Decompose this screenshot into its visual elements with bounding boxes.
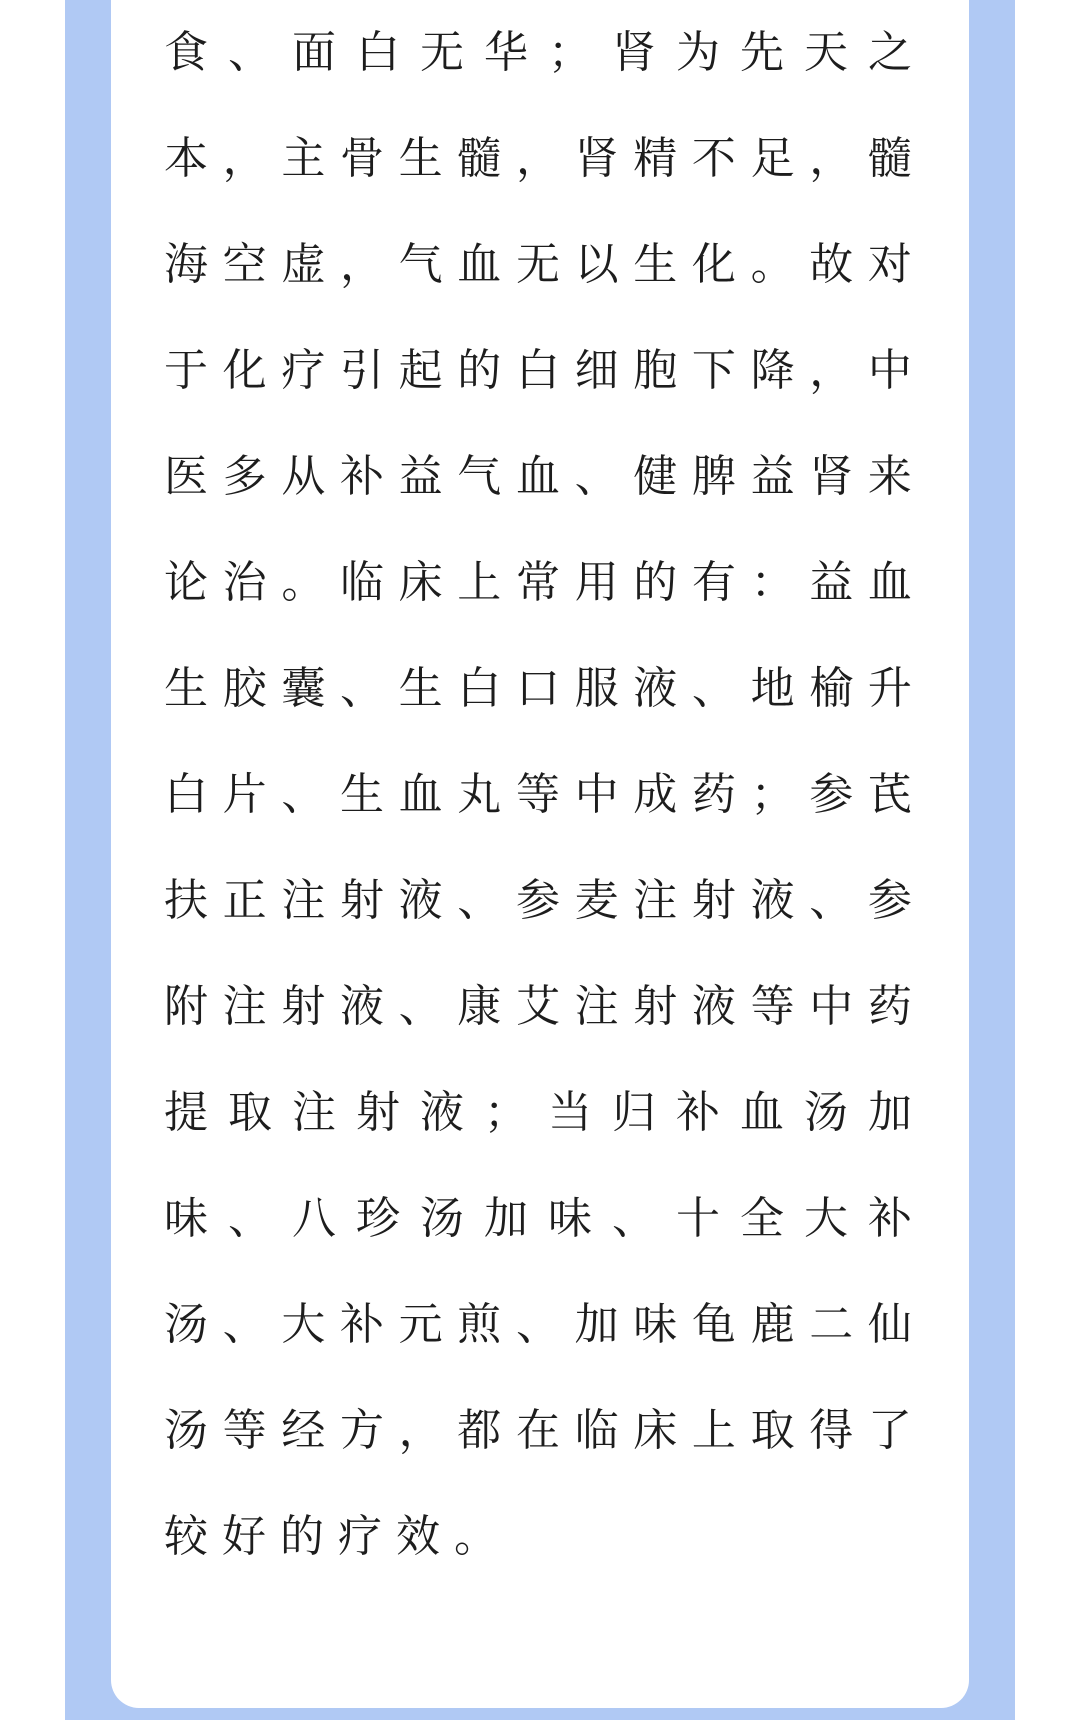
text-char: 注 (281, 875, 326, 926)
text-char: 天 (804, 27, 848, 78)
text-char: 胶 (222, 663, 267, 714)
text-char: 血 (457, 239, 502, 290)
text-char: 取 (750, 1405, 795, 1456)
text-char: 从 (281, 451, 326, 502)
text-char: 补 (676, 1087, 720, 1138)
text-char: 白 (356, 27, 400, 78)
text-char: 取 (228, 1087, 272, 1138)
text-char: 射 (356, 1087, 400, 1138)
text-char: 化 (222, 345, 267, 396)
text-char: 升 (867, 663, 912, 714)
text-char: 珍 (356, 1193, 400, 1244)
text-char: 当 (548, 1087, 592, 1138)
text-char: ， (222, 133, 267, 184)
text-char: 本 (164, 133, 208, 184)
text-char: 丸 (457, 769, 502, 820)
text-char: 参 (515, 875, 560, 926)
text-char: ： (750, 557, 795, 608)
text-char: 气 (398, 239, 443, 290)
text-line (164, 1272, 912, 1378)
text-char: 食 (164, 27, 208, 78)
text-line (164, 1060, 912, 1166)
text-char: 芪 (867, 769, 912, 820)
text-char: 空 (222, 239, 267, 290)
text-line (164, 318, 912, 424)
text-char: 归 (612, 1087, 656, 1138)
text-char: 以 (574, 239, 619, 290)
text-char: 附 (164, 981, 208, 1032)
text-char: 、 (809, 875, 854, 926)
text-char: 注 (633, 875, 678, 926)
text-char: 有 (691, 557, 736, 608)
text-char: 射 (633, 981, 678, 1032)
text-char: 血 (398, 769, 443, 820)
text-char: ， (398, 1405, 443, 1456)
text-line (164, 636, 912, 742)
text-char: 等 (515, 769, 560, 820)
text-char: 、 (612, 1193, 656, 1244)
text-char: 血 (515, 451, 560, 502)
text-char: 脾 (691, 451, 736, 502)
article-body (164, 0, 912, 1590)
text-char: 药 (867, 981, 912, 1032)
text-char: 白 (515, 345, 560, 396)
text-char: 血 (740, 1087, 784, 1138)
text-char: 疗 (281, 345, 326, 396)
text-char: 八 (292, 1193, 336, 1244)
text-char: 大 (281, 1299, 326, 1350)
text-char: 、 (281, 769, 326, 820)
text-char: 、 (574, 451, 619, 502)
text-char: 血 (867, 557, 912, 608)
text-char: 治 (222, 557, 267, 608)
text-char: 论 (164, 557, 208, 608)
text-char: 的 (280, 1511, 324, 1562)
text-char: 康 (457, 981, 502, 1032)
text-char: ， (339, 239, 384, 290)
text-char: 临 (574, 1405, 619, 1456)
text-char: 液 (420, 1087, 464, 1138)
text-char: 降 (750, 345, 795, 396)
text-char: 液 (691, 981, 736, 1032)
text-char: 引 (339, 345, 384, 396)
text-char: 海 (164, 239, 208, 290)
text-char: 注 (292, 1087, 336, 1138)
text-char: 、 (398, 981, 443, 1032)
text-char: 、 (339, 663, 384, 714)
text-char: 元 (398, 1299, 443, 1350)
text-char: ， (515, 133, 560, 184)
text-char: 榆 (809, 663, 854, 714)
text-char: 成 (633, 769, 678, 820)
text-char: 无 (420, 27, 464, 78)
text-char: 华 (484, 27, 528, 78)
text-char: 下 (691, 345, 736, 396)
text-char: 之 (868, 27, 912, 78)
text-char: 等 (750, 981, 795, 1032)
text-char: 、 (222, 1299, 267, 1350)
text-char: 气 (457, 451, 502, 502)
text-char: 精 (633, 133, 678, 184)
text-char: 虚 (281, 239, 326, 290)
text-char: 故 (809, 239, 854, 290)
text-char: 煎 (457, 1299, 502, 1350)
text-char: 骨 (339, 133, 384, 184)
text-char: 生 (398, 663, 443, 714)
text-char: 在 (515, 1405, 560, 1456)
text-char: 汤 (420, 1193, 464, 1244)
text-char: 生 (633, 239, 678, 290)
text-char: 多 (222, 451, 267, 502)
text-char: 得 (809, 1405, 854, 1456)
text-char: 药 (691, 769, 736, 820)
text-char: 生 (339, 769, 384, 820)
text-char: 加 (868, 1087, 912, 1138)
text-char: 益 (809, 557, 854, 608)
text-char: 益 (398, 451, 443, 502)
text-char: 都 (457, 1405, 502, 1456)
text-char: 龟 (691, 1299, 736, 1350)
text-char: 髓 (457, 133, 502, 184)
text-char: 益 (750, 451, 795, 502)
text-char: 全 (740, 1193, 784, 1244)
text-char: 胞 (633, 345, 678, 396)
text-char: 囊 (281, 663, 326, 714)
text-char: 。 (281, 557, 326, 608)
text-char: 片 (222, 769, 267, 820)
text-char: 为 (676, 27, 720, 78)
text-char: 、 (228, 1193, 272, 1244)
text-char: 对 (867, 239, 912, 290)
text-char: ； (548, 27, 592, 78)
text-char: 味 (164, 1193, 208, 1244)
text-char: 。 (454, 1511, 498, 1562)
text-char: 加 (574, 1299, 619, 1350)
text-char: 。 (750, 239, 795, 290)
text-char: 疗 (338, 1511, 382, 1562)
text-char: ， (809, 345, 854, 396)
text-char: 味 (548, 1193, 592, 1244)
text-char: 、 (457, 875, 502, 926)
text-char: 效 (396, 1511, 440, 1562)
text-char: 参 (867, 875, 912, 926)
text-char: 健 (633, 451, 678, 502)
text-char: ， (809, 133, 854, 184)
text-char: ； (750, 769, 795, 820)
text-line (164, 742, 912, 848)
text-char: 扶 (164, 875, 208, 926)
text-char: 肾 (809, 451, 854, 502)
text-char: 好 (222, 1511, 266, 1562)
text-char: 液 (339, 981, 384, 1032)
text-char: 用 (574, 557, 619, 608)
text-line (164, 1378, 912, 1484)
text-char: 、 (691, 663, 736, 714)
text-line (164, 212, 912, 318)
text-char: 不 (691, 133, 736, 184)
text-char: 液 (633, 663, 678, 714)
text-char: 中 (809, 981, 854, 1032)
text-char: 十 (676, 1193, 720, 1244)
text-char: 提 (164, 1087, 208, 1138)
text-char: 味 (633, 1299, 678, 1350)
text-char: 髓 (867, 133, 912, 184)
text-char: 中 (574, 769, 619, 820)
text-char: 面 (292, 27, 336, 78)
text-char: 仙 (867, 1299, 912, 1350)
text-char: 口 (515, 663, 560, 714)
text-char: 起 (398, 345, 443, 396)
text-char: 注 (574, 981, 619, 1032)
text-line (164, 424, 912, 530)
text-char: 的 (633, 557, 678, 608)
text-line (164, 106, 912, 212)
text-char: 中 (867, 345, 912, 396)
text-char: 艾 (515, 981, 560, 1032)
text-char: 足 (750, 133, 795, 184)
text-char: 肾 (612, 27, 656, 78)
text-char: 补 (339, 451, 384, 502)
text-char: 白 (164, 769, 208, 820)
text-char: 方 (339, 1405, 384, 1456)
text-char: 射 (281, 981, 326, 1032)
text-char: 等 (222, 1405, 267, 1456)
text-char: 无 (515, 239, 560, 290)
text-char: 上 (691, 1405, 736, 1456)
text-char: 注 (222, 981, 267, 1032)
text-char: 化 (691, 239, 736, 290)
text-char: 麦 (574, 875, 619, 926)
text-char: 服 (574, 663, 619, 714)
text-char: 地 (750, 663, 795, 714)
text-line (164, 0, 912, 106)
text-char: 了 (867, 1405, 912, 1456)
text-char: 射 (691, 875, 736, 926)
text-char: 大 (804, 1193, 848, 1244)
text-char: 肾 (574, 133, 619, 184)
text-char: 参 (809, 769, 854, 820)
text-char: 汤 (164, 1405, 208, 1456)
text-char: 二 (809, 1299, 854, 1350)
text-char: 常 (515, 557, 560, 608)
text-line (164, 530, 912, 636)
text-char: 较 (164, 1511, 208, 1562)
text-char: 补 (339, 1299, 384, 1350)
text-char: 经 (281, 1405, 326, 1456)
text-char: 床 (633, 1405, 678, 1456)
text-char: 、 (228, 27, 272, 78)
text-char: 汤 (164, 1299, 208, 1350)
text-char: 细 (574, 345, 619, 396)
text-char: 正 (222, 875, 267, 926)
text-char: 白 (457, 663, 502, 714)
text-char: 来 (867, 451, 912, 502)
text-line (164, 954, 912, 1060)
text-char: 床 (398, 557, 443, 608)
text-char: 液 (398, 875, 443, 926)
text-char: 、 (515, 1299, 560, 1350)
text-char: 鹿 (750, 1299, 795, 1350)
text-char: 临 (339, 557, 384, 608)
text-char: 生 (398, 133, 443, 184)
text-char: 的 (457, 345, 502, 396)
text-line (164, 848, 912, 954)
text-char: 汤 (804, 1087, 848, 1138)
text-line (164, 1166, 912, 1272)
text-char: 补 (868, 1193, 912, 1244)
text-char: 加 (484, 1193, 528, 1244)
text-line (164, 1484, 912, 1590)
text-char: 生 (164, 663, 208, 714)
text-char: 射 (339, 875, 384, 926)
text-char: 液 (750, 875, 795, 926)
text-char: 上 (457, 557, 502, 608)
text-char: 主 (281, 133, 326, 184)
text-char: 医 (164, 451, 208, 502)
text-char: 先 (740, 27, 784, 78)
text-char: 于 (164, 345, 208, 396)
text-char: ； (484, 1087, 528, 1138)
